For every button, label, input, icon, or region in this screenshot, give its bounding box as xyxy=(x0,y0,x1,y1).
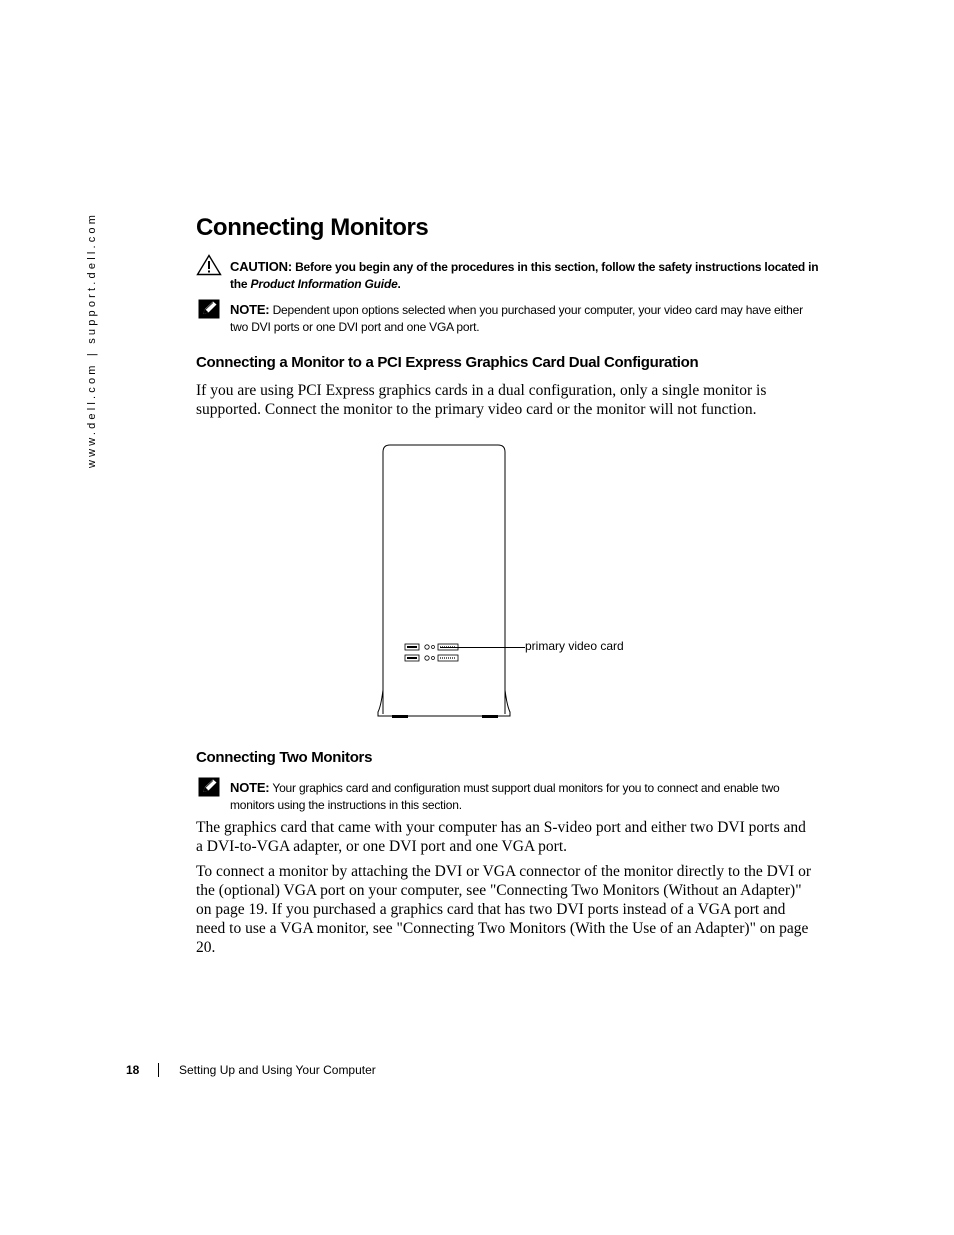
page-number: 18 xyxy=(126,1063,140,1077)
note-pencil-icon xyxy=(198,299,220,319)
computer-foot-right xyxy=(482,715,498,718)
note-dual-monitors xyxy=(230,779,820,814)
note-pencil-icon xyxy=(198,777,220,797)
note-label: NOTE: xyxy=(230,780,270,795)
computer-foot-left xyxy=(392,715,408,718)
callout-primary-video-card: primary video card xyxy=(525,639,624,653)
callout-leader-line xyxy=(440,644,526,652)
note-dvi-ports xyxy=(230,301,820,336)
section-heading-pci-express: Connecting a Monitor to a PCI Express Graphics Card Dual Configuration xyxy=(196,354,699,371)
section-heading-two-monitors: Connecting Two Monitors xyxy=(196,749,373,766)
caution-label: CAUTION: xyxy=(230,259,292,274)
note-text: Your graphics card and configuration must support dual monitors for you to connect and enable two monitors using the instructions in this section. xyxy=(230,781,780,812)
caution-text-end: . xyxy=(397,277,401,291)
sidebar-url: www.dell.com | support.dell.com xyxy=(86,211,98,469)
section-paragraph-pci-express: If you are using PCI Express graphics cards in a dual configuration, only a single monitor is supported. Connect the monitor to the primary video card or the monitor will not function. xyxy=(196,382,767,418)
paragraph-graphics-card: The graphics card that came with your computer has an S-video port and either two DVI ports and a DVI-to-VGA adapter, or one DVI port and one VGA port. xyxy=(196,819,806,855)
footer-section-title: Setting Up and Using Your Computer xyxy=(179,1063,376,1077)
note-text: Dependent upon options selected when you purchased your computer, your video card may have either two DVI ports or one DVI port and one VGA port. xyxy=(230,303,803,334)
warning-triangle-icon xyxy=(196,254,222,276)
caution-notice xyxy=(230,258,820,293)
page-title: Connecting Monitors xyxy=(196,214,429,241)
computer-case-outline xyxy=(383,445,505,714)
caution-text: Before you begin any of the procedures in this section, follow the safety instructions located in the xyxy=(230,260,819,291)
footer-divider xyxy=(158,1063,159,1077)
caution-guide-title: Product Information Guide xyxy=(250,277,398,291)
note-label: NOTE: xyxy=(230,302,270,317)
paragraph-connect-monitor: To connect a monitor by attaching the DVI or VGA connector of the monitor directly to the DVI or the (optional) VGA port on your computer, see "Connecting Two Monitors (Without an Adapter)" on page 19. If you purchased a graphics card that has two DVI ports instead of a VGA port and need to use a VGA monitor, see "Connecting Two Monitors (With the Use of an Adapter)" on page 20. xyxy=(196,863,812,956)
computer-rear-illustration xyxy=(372,440,522,725)
